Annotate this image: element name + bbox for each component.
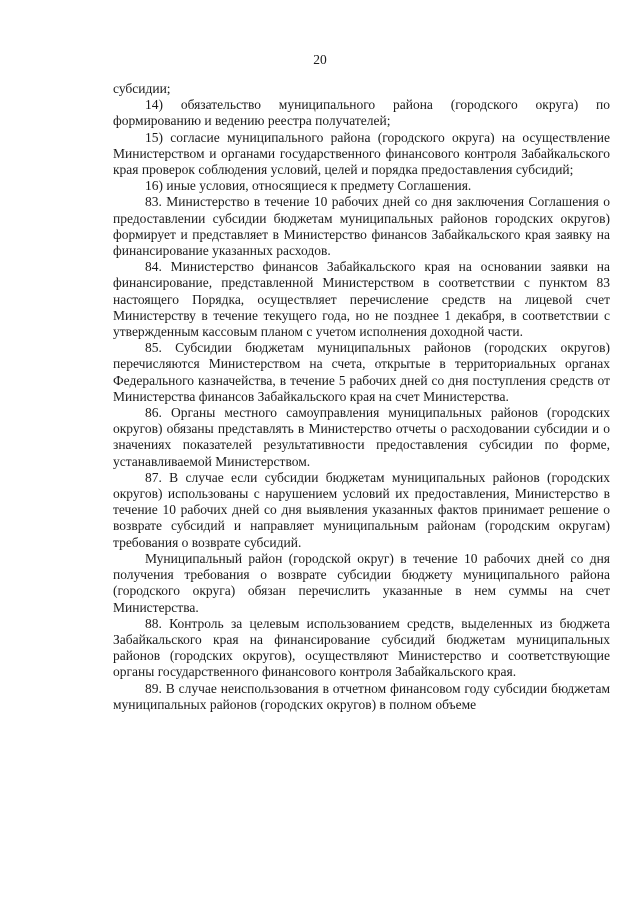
paragraph: 87. В случае если субсидии бюджетам муниципальных районов (городских округов) использованы с нарушением условий их предоставления, Министерство в течение 10 рабочих дней со дня выявления указанных фактов принимает решение о возврате субсидий и направляет муниципальным районам (городским округам) требования о возврате субсидий. <box>113 469 610 550</box>
paragraph: Муниципальный район (городской округ) в течение 10 рабочих дней со дня получения требования о возврате субсидии бюджету муниципального района (городского округа) обязан перечислить указанные в нем суммы на счет Министерства. <box>113 550 610 615</box>
paragraph: субсидии; <box>113 81 171 96</box>
paragraph: 86. Органы местного самоуправления муниципальных районов (городских округов) обязаны представлять в Министерство отчеты о расходовании субсидии и о значениях показателей результативности предоставления субсидии по форме, устанавливаемой Министерством. <box>113 405 610 469</box>
paragraph: 15) согласие муниципального района (городского округа) на осуществление Министерством и органами государственного финансового контроля Забайкальского края проверок соблюдения условий, целей и порядка предоставления субсидий; <box>113 129 610 178</box>
paragraph: 84. Министерство финансов Забайкальского края на основании заявки на финансирование, представленной Министерством в соответствии с пунктом 83 настоящего Порядка, осуществляет перечисление средств на лицевой счет Министерству в течение текущего года, но не позднее 1 декабря, в соответствии с утвержденным кассовым планом с учетом исполнения доходной части. <box>113 259 610 340</box>
paragraph: 14) обязательство муниципального района (городского округа) по формированию и ведению реестра получателей; <box>113 97 610 129</box>
paragraph: 83. Министерство в течение 10 рабочих дней со дня заключения Соглашения о предоставлении субсидии бюджетам муниципальных районов городских округов) формирует и представляет в Министерство финансов Забайкальского края заявку на финансирование указанных расходов. <box>113 194 610 259</box>
body-text <box>113 81 610 713</box>
page-number: 20 <box>313 52 327 67</box>
paragraph: 89. В случае неиспользования в отчетном финансовом году субсидии бюджетам муниципальных районов (городских округов) в полном объеме <box>113 680 610 712</box>
paragraph: 85. Субсидии бюджетам муниципальных районов (городских округов) перечисляются Министерством на счета, открытые в территориальных органах Федерального казначейства, в течение 5 рабочих дней со дня поступления средств от Министерства финансов Забайкальского края на счет Министерства. <box>113 340 610 404</box>
paragraph: 16) иные условия, относящиеся к предмету Соглашения. <box>145 178 472 194</box>
paragraph: 88. Контроль за целевым использованием средств, выделенных из бюджета Забайкальского края на финансирование субсидий бюджетам муниципальных районов (городских округов), осуществляют Министерство и соответствующие органы государственного финансового контроля Забайкальского края. <box>113 615 610 680</box>
